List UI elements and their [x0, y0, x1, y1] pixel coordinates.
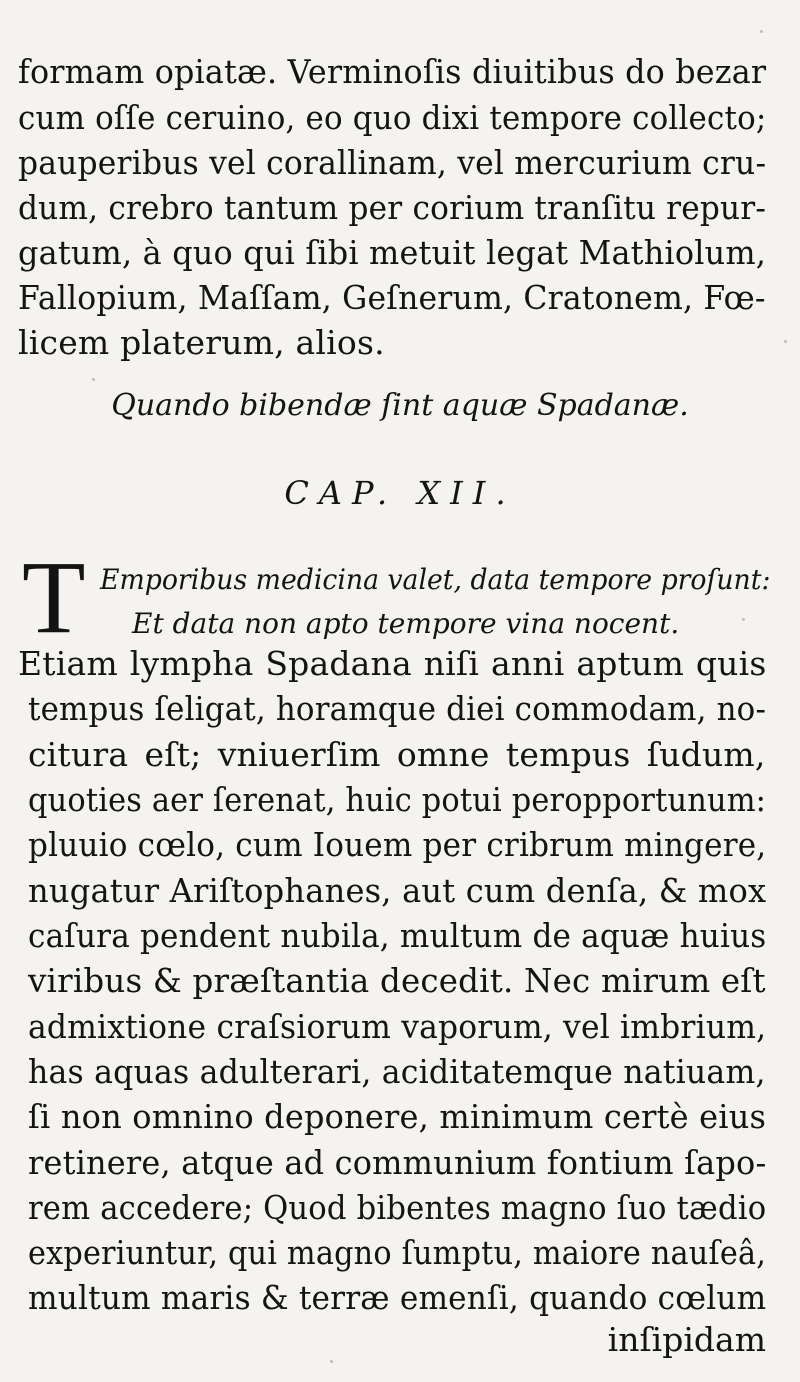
text-line: pauperibus vel corallinam, vel mercurium cru- [18, 143, 767, 182]
text-line: licem platerum, alios. [18, 323, 385, 362]
text-line: retinere, atque ad communium fontium ſapo- [28, 1143, 767, 1182]
text-line: Fallopium, Maſſam, Geſnerum, Cratonem, Fœ- [18, 278, 766, 317]
text-line: rem accedere; Quod bibentes magno ſuo tædio [28, 1188, 767, 1227]
text-line: quoties aer ſerenat, huic potui peropportunum: [28, 780, 767, 819]
paper-speck [92, 378, 95, 381]
text-line: viribus & præſtantia decedit. Nec mirum eſt [28, 961, 766, 1000]
chapter-label: CAP. XII. [284, 474, 516, 512]
paper-speck [742, 618, 745, 621]
text-line: has aquas adulterari, aciditatemque natiuam, [28, 1052, 766, 1091]
catchword: inſipidam [607, 1320, 766, 1359]
text-line: formam opiatæ. Verminoſis diuitibus do bezar [18, 52, 767, 91]
paper-speck [330, 1360, 333, 1363]
text-line: citura eſt; vniuerſim omne tempus ſudum, [28, 735, 766, 774]
text-line: experiuntur, qui magno ſumptu, maiore nauſeâ, [28, 1233, 767, 1272]
text-line: cum oſſe ceruino, eo quo dixi tempore collecto; [18, 98, 767, 137]
text-line: multum maris & terræ emenſi, quando cœlum [28, 1278, 767, 1317]
drop-cap: T [22, 540, 86, 655]
text-line: admixtione craſsiorum vaporum, vel imbrium, [28, 1007, 767, 1046]
text-line: caſura pendent nubila, multum de aquæ huius [28, 916, 767, 955]
verse-line: Et data non apto tempore vina nocent. [132, 607, 680, 640]
text-line: pluuio cœlo, cum Iouem per cribrum mingere, [28, 825, 767, 864]
paper-speck [760, 30, 763, 33]
section-heading: Quando bibendæ ſint aquæ Spadanæ. [111, 388, 689, 423]
text-line: gatum, à quo qui ſibi metuit legat Mathiolum, [18, 233, 767, 272]
paper-speck [784, 340, 787, 343]
text-line: tempus ſeligat, horamque diei commodam, no- [28, 689, 767, 728]
text-line: ſi non omnino deponere, minimum certè eius [28, 1097, 767, 1136]
text-line: dum, crebro tantum per corium tranſitu repur- [18, 188, 767, 227]
text-line: Etiam lympha Spadana niſi anni aptum quis [18, 644, 767, 683]
verse-line: Emporibus medicina valet, data tempore proſunt: [100, 563, 771, 596]
text-line: nugatur Ariſtophanes, aut cum denſa, & mox [28, 871, 767, 910]
